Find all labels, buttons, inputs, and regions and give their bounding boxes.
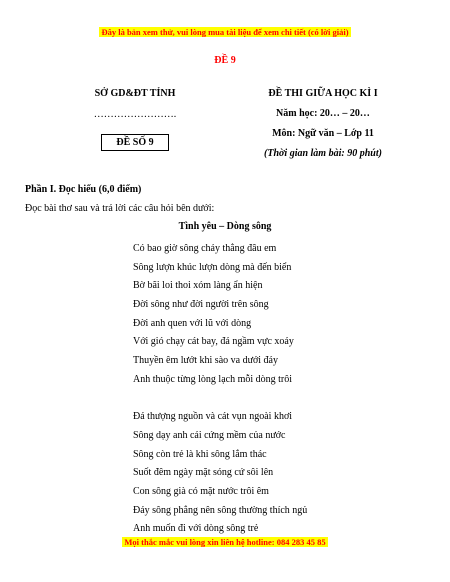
poem-line: Suốt đêm ngày mặt sóng cứ sôi lên <box>133 467 274 479</box>
poem-line: Đá thượng nguồn và cát vụn ngoài khơi <box>133 411 293 423</box>
poem-line: Anh muốn đi với dòng sông trẻ <box>133 523 259 535</box>
exam-name: ĐỀ THI GIỮA HỌC KÌ I <box>268 88 378 99</box>
poem-line: Đời anh quen với lũ với dòng <box>133 317 252 329</box>
stanza-break <box>133 390 307 409</box>
poem-body <box>133 240 307 539</box>
subject-line: Môn: Ngữ văn – Lớp 11 <box>272 128 374 139</box>
poem-line: Đáy sông phẳng nên sông thường thích ngủ <box>133 504 308 516</box>
preview-notice-banner <box>0 27 450 37</box>
school-info-block <box>60 88 210 151</box>
school-year: Năm học: 20… – 20… <box>276 108 370 119</box>
department-name: SỞ GD&ĐT TỈNH <box>94 88 176 99</box>
poem-line: Với gió chạy cát bay, đá ngầm vực xoáy <box>133 336 294 348</box>
poem-line: Bờ bãi loi thoi xóm làng ẩn hiện <box>133 280 263 292</box>
poem-line: Sông lượn khúc lượn dòng mà đến biển <box>133 261 292 273</box>
poem-line: Con sông già có mặt nước trôi êm <box>133 485 269 497</box>
instruction-text: Đọc bài thơ sau và trả lời các câu hỏi bên dưới: <box>25 203 215 214</box>
poem-line: Có bao giờ sông chảy thẳng đâu em <box>133 243 277 254</box>
poem-title: Tình yêu – Dòng sông <box>178 221 272 232</box>
hotline-banner <box>0 537 450 547</box>
document-title: ĐỀ 9 <box>214 55 236 66</box>
exam-info-block <box>228 88 418 168</box>
poem-line: Anh thuộc từng lòng lạch mỗi dòng trôi <box>133 373 293 385</box>
exam-code-box: ĐỀ SỐ 9 <box>101 134 169 151</box>
section-heading: Phần I. Đọc hiểu (6,0 điểm) <box>25 184 142 195</box>
province-placeholder: ……………………. <box>93 109 177 120</box>
poem-line: Sông dạy anh cái cứng mềm của nước <box>133 429 286 441</box>
poem-line: Sông còn trẻ là khi sông lắm thác <box>133 448 267 460</box>
poem-line: Thuyền êm lướt khi sào va dưới đáy <box>133 355 278 367</box>
time-limit: (Thời gian làm bài: 90 phút) <box>264 148 382 159</box>
poem-line: Đời sông như đời người trên sông <box>133 299 269 311</box>
hotline-text: Mọi thắc mắc vui lòng xin liên hệ hotline: 084 283 45 85 <box>124 537 326 547</box>
preview-notice-text: Đây là bản xem thử, vui lòng mua tài liệu để xem chi tiết (có lời giải) <box>101 27 349 37</box>
